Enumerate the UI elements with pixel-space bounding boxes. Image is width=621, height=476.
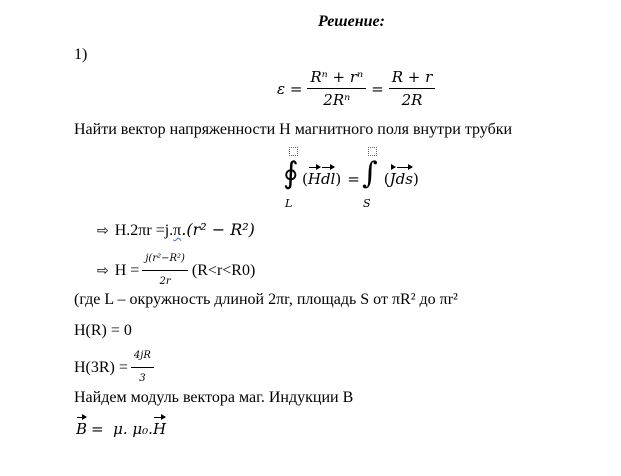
vector-B: B <box>76 420 88 438</box>
eq-epsilon-lhs: ε = <box>277 79 303 98</box>
h-of-3r-line <box>74 347 154 388</box>
b-equation-middle: = μ. μ₀. <box>91 420 153 438</box>
fraction-2-numerator: R + r <box>389 68 436 89</box>
rhs-close-paren: ) <box>412 170 419 188</box>
fraction-1-numerator: Rⁿ + rⁿ <box>307 68 366 89</box>
arrow-line-1-pre: H.2πr =j. <box>114 222 174 239</box>
h-of-r-line: H(R) = 0 <box>74 322 132 339</box>
b-equation <box>76 420 166 438</box>
fraction-h3r-numerator: 4jR <box>131 347 154 368</box>
fraction-h3r-denominator: 3 <box>139 373 146 384</box>
h-of-3r-lhs: H(3R) = <box>74 358 128 376</box>
solution-title: Решение: <box>318 13 385 30</box>
placeholder-box-right <box>368 147 377 156</box>
vector-H: H <box>307 170 321 188</box>
arrow-line-2-condition: (R<r<R0) <box>191 261 256 279</box>
integral-lower-limit-S: S <box>363 197 371 210</box>
contour-integral-symbol: ∮ <box>283 156 299 191</box>
fraction-H-numerator: j(r²−R²) <box>142 250 188 271</box>
implies-arrow-icon: ⇨ <box>97 262 109 279</box>
arrow-line-1-pi: π <box>173 222 182 239</box>
arrow-line-1-post: .(r² − R²) <box>181 220 255 239</box>
fraction-2-denominator: 2R <box>401 91 423 109</box>
integral-body <box>302 170 419 188</box>
implies-arrow-icon: ⇨ <box>97 223 109 239</box>
integral-equals: = <box>347 170 360 188</box>
integral-lower-limit-L: L <box>285 197 293 210</box>
arrow-line-1 <box>97 221 255 240</box>
vector-H-final: H <box>152 420 167 438</box>
find-line: Найдем модуль вектора маг. Индукции B <box>74 389 354 406</box>
note-line: (где L – окружность длиной 2πr, площадь S от πR² до πr² <box>74 291 458 308</box>
placeholder-box-left <box>289 147 298 156</box>
vector-J: J <box>389 170 396 188</box>
eq-epsilon-equals: = <box>371 79 384 98</box>
step-number: 1) <box>74 46 88 63</box>
fraction-1 <box>307 68 366 109</box>
arrow-line-2-lhs: H = <box>114 261 140 279</box>
arrow-line-2 <box>97 250 255 291</box>
equation-epsilon <box>277 68 435 109</box>
surface-integral-symbol: ∫ <box>362 156 378 191</box>
lhs-open-paren: ( <box>302 170 308 188</box>
vector-dl: dl <box>320 170 336 188</box>
fraction-h3r <box>131 347 154 388</box>
fraction-H-denominator: 2r <box>159 276 171 287</box>
lhs-close-paren: ) <box>335 170 342 188</box>
fraction-2 <box>389 68 436 109</box>
fraction-1-denominator: 2Rⁿ <box>323 91 351 109</box>
vector-ds: ds <box>395 170 413 188</box>
fraction-H <box>142 250 188 291</box>
task-line: Найти вектор напряженности H магнитного поля внутри трубки <box>74 121 513 138</box>
rhs-open-paren: ( <box>383 170 390 188</box>
